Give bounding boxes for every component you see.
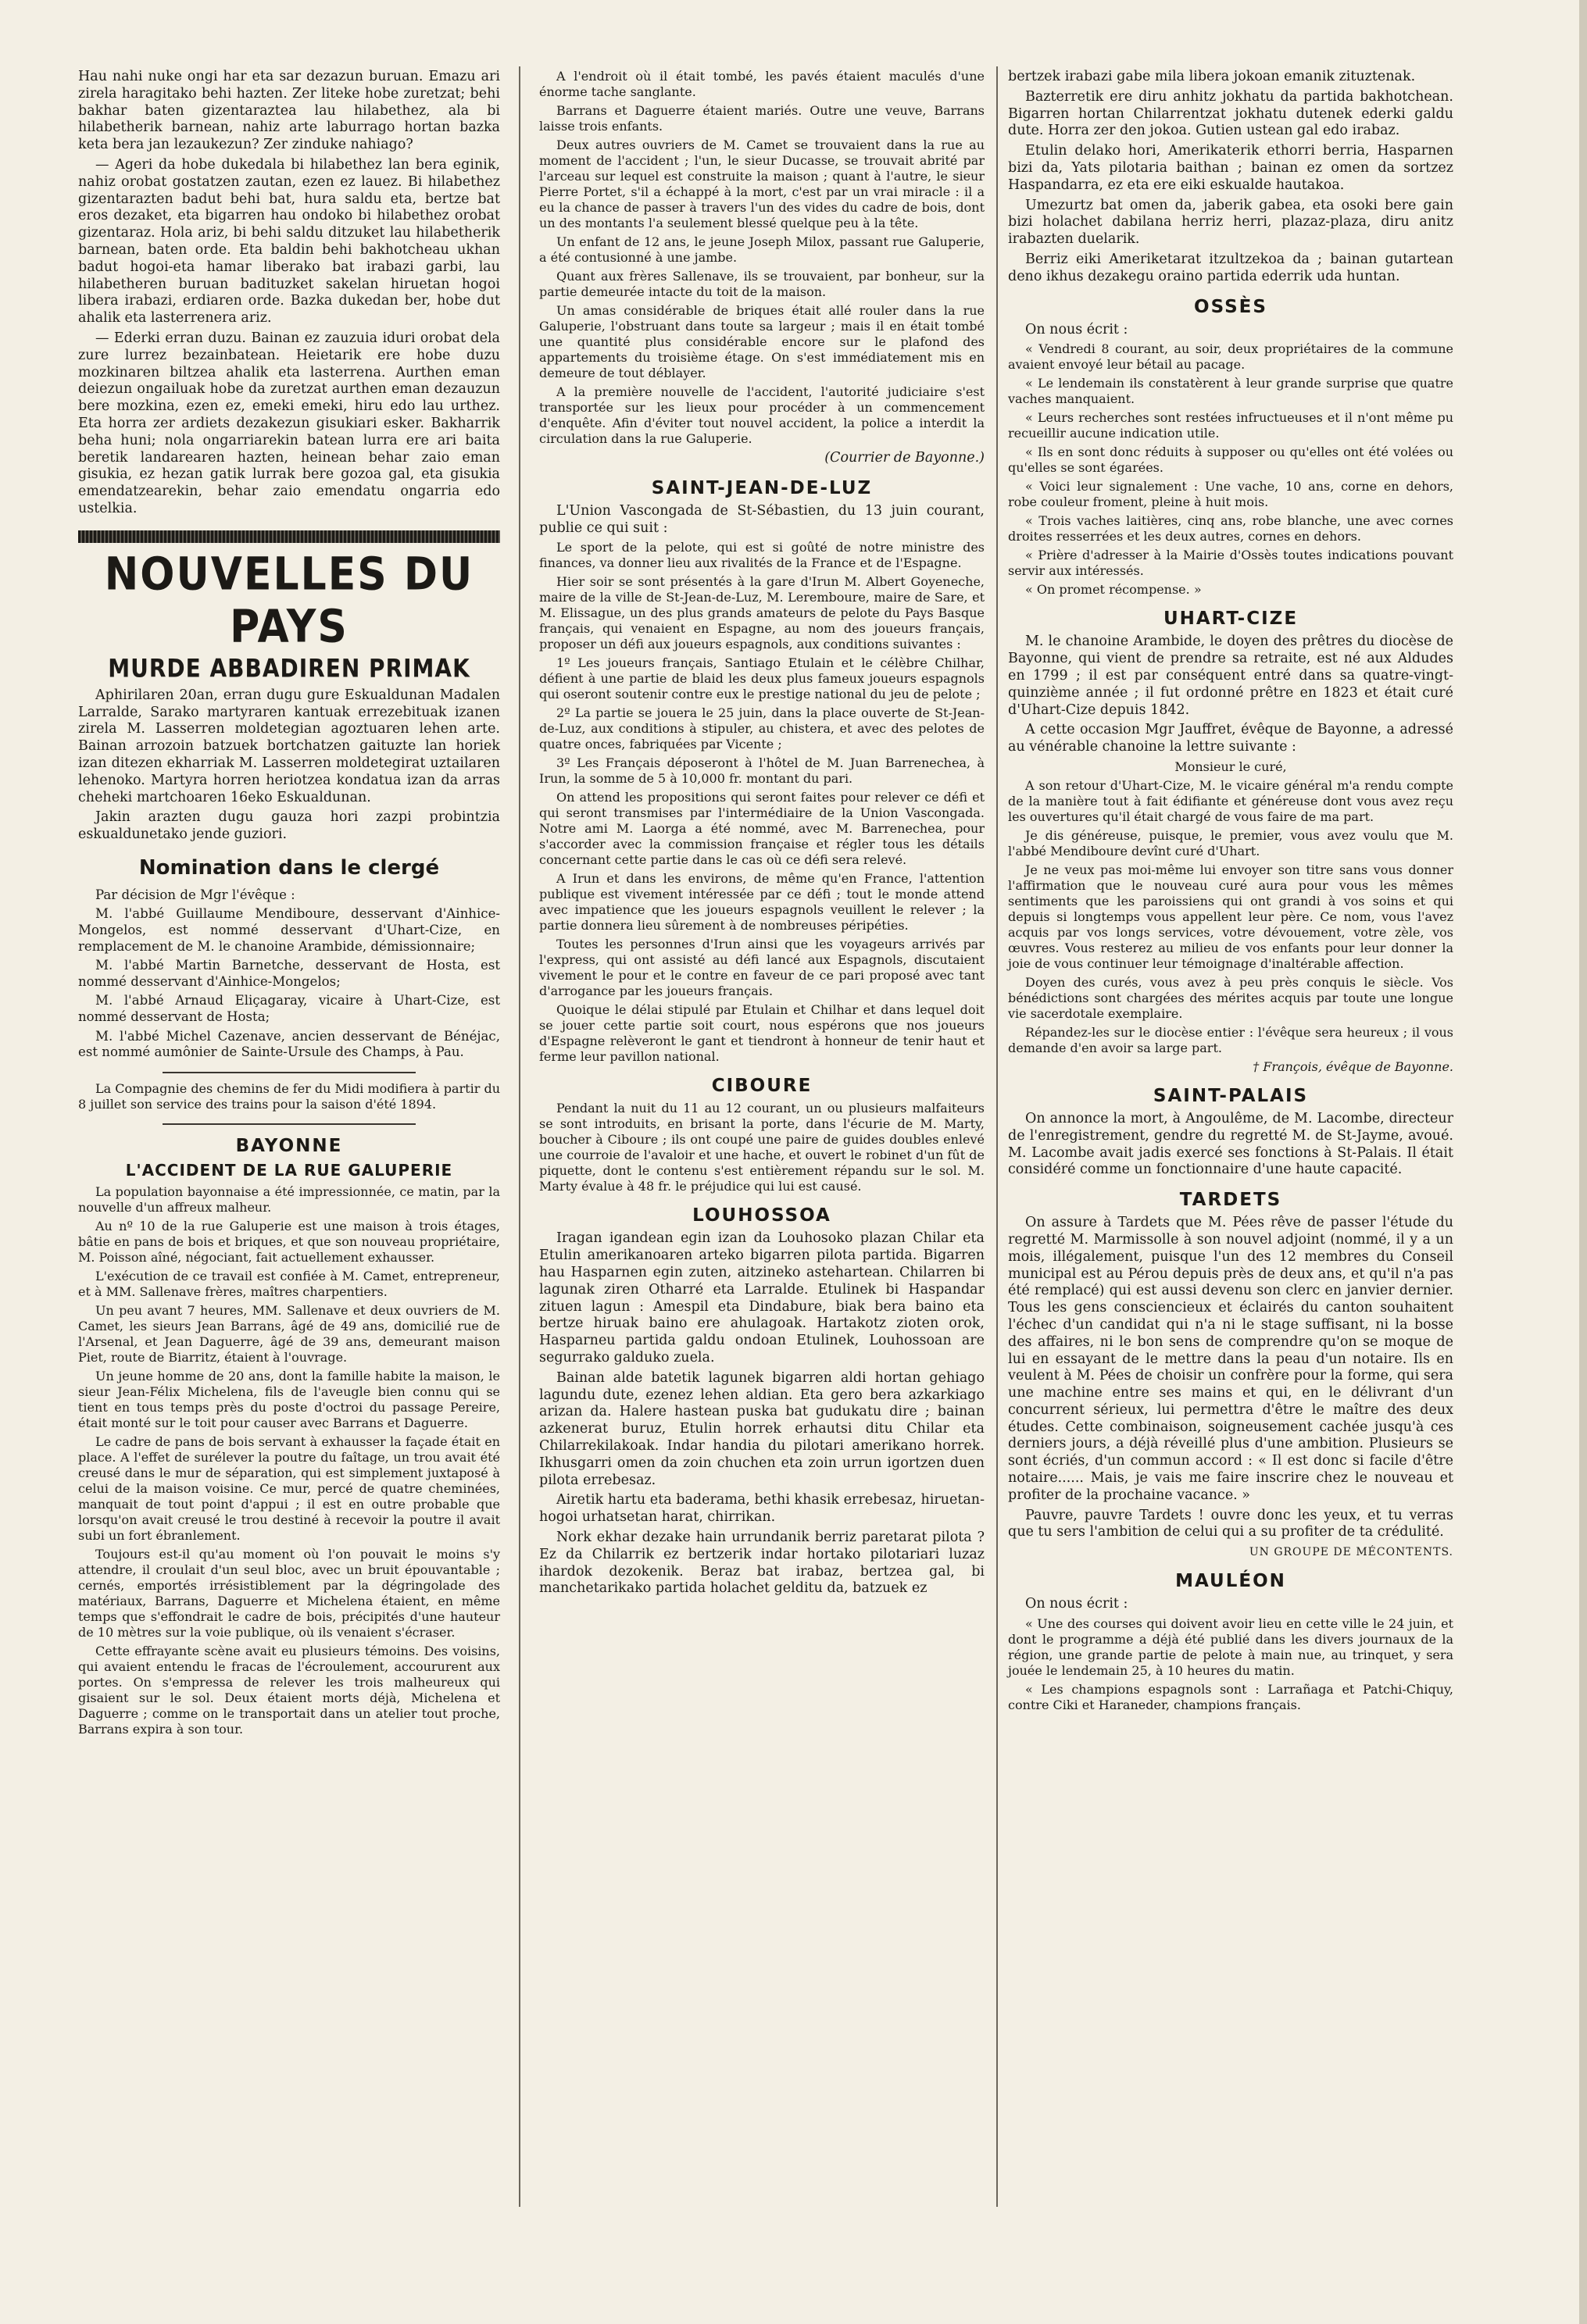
quote-paragraph: Le sport de la pelote, qui est si goûté de notre ministre des finances, va donner lieu aux rivalités de la France et de l'Espagne.	[539, 540, 985, 571]
article-paragraph: Au nº 10 de la rue Galuperie est une maison à trois étages, bâtie en pans de bois et briques, et que son nouveau propriétaire, M. Poisson aîné, négociant, fait actuellement exhausser.	[78, 1218, 500, 1265]
article-paragraph: Bazterretik ere diru anhitz jokhatu da partida bakhotchean. Bigarren hortan Chilarrentzat jokhatu dutenek ederki galdu dute. Horra zer den jokoa. Gutien ustean gal edo irabaz.	[1008, 88, 1453, 139]
town-heading: TARDETS	[1179, 1190, 1282, 1211]
article-paragraph: Un peu avant 7 heures, MM. Sallenave et deux ouvriers de M. Camet, les sieurs Jean Barrans, âgé de 49 ans, domicilié rue de l'Arsenal, et Jean Daguerre, âgé de 39 ans, demeurant maison Piet, route de Biarritz, étaient à l'ouvrage.	[78, 1302, 500, 1365]
article-paragraph: On nous écrit :	[1025, 321, 1128, 337]
letter-paragraph: Répandez-les sur le diocèse entier : l'évêque sera heureux ; il vous demande d'en avoir sa large part.	[1008, 1024, 1453, 1055]
article-paragraph: Cette effrayante scène avait eu plusieurs témoins. Des voisins, qui avaient entendu le fracas de l'écroulement, accoururent aux portes. On s'empressa de relever les trois malheureux qui gisaient sur le sol. Deux étaient morts déjà, Michelena et Daguerre ; comme on le transportait dans un atelier tout proche, Barrans expira à son tour.	[78, 1643, 500, 1737]
town-heading: CIBOURE	[711, 1076, 813, 1097]
quote-paragraph: « Le lendemain ils constatèrent à leur grande surprise que quatre vaches manquaient.	[1008, 376, 1453, 407]
divider	[163, 1123, 416, 1125]
article-paragraph: Un jeune homme de 20 ans, dont la famille habite la maison, le sieur Jean-Félix Michelena, fils de l'aveugle bien connu qui se tient en tous temps près du poste d'octroi du passage Pereire, était monté sur le toit pour causer avec Barrans et Daguerre.	[78, 1368, 500, 1430]
quote-paragraph: 3º Les Français déposeront à l'hôtel de M. Juan Barrenechea, à Irun, la somme de 5 à 10,000 fr. montant du pari.	[539, 755, 985, 787]
quote-paragraph: A Irun et dans les environs, de même qu'en France, l'attention publique est vivement intéressée par ce défi ; tout le monde attend avec impatience que les joueurs espagnols veuillent le relever ; la partie donnera lieu sûrement à de nombreuses péripéties.	[539, 871, 985, 934]
quote-paragraph: « Voici leur signalement : Une vache, 10 ans, corne en dehors, robe couleur froment, pleine à huit mois.	[1008, 479, 1453, 510]
town-heading: BAYONNE	[235, 1135, 343, 1156]
divider	[163, 1072, 416, 1073]
article-paragraph: On annonce la mort, à Angoulême, de M. Lacombe, directeur de l'enregistrement, gendre du regretté M. de St-Jayme, avoué. M. Lacombe avait jadis exercé ses fonctions à St-Palais. Il était considéré comme un fonctionnaire d'une haute capacité.	[1008, 1110, 1453, 1178]
notice-paragraph: La Compagnie des chemins de fer du Midi modifiera à partir du 8 juillet son service des trains pour la saison d'été 1894.	[78, 1080, 500, 1112]
section-divider	[78, 530, 500, 543]
article-paragraph: M. l'abbé Michel Cazenave, ancien desservant de Bénéjac, est nommé aumônier de Sainte-Ursule des Champs, à Pau.	[78, 1028, 500, 1060]
article-paragraph: Jakin arazten dugu gauza hori zazpi probintzia eskualdunetako jende guziori.	[78, 809, 500, 843]
quote-paragraph: « Les champions espagnols sont : Larrañaga et Patchi-Chiquy, contre Ciki et Haraneder, champions français.	[1008, 1682, 1453, 1713]
article-paragraph: M. l'abbé Arnaud Eliçagaray, vicaire à Uhart-Cize, est nommé desservant de Hosta;	[78, 993, 500, 1025]
article-paragraph: Hau nahi nuke ongi har eta sar dezazun buruan. Emazu ari zirela haragitako behi hazten. Zer liteke hobe zuretzat; behi bakhar baten gizentaraztea lau hilabethez, ala bi hilabetherik barnean, nahiz arte laburrago hortan bazka keta bera jan lezaukezun? Zer zinduke nahiago?	[78, 69, 500, 153]
column-3	[1008, 69, 1453, 1716]
column-2	[539, 69, 985, 1601]
article-paragraph: Berriz eiki Ameriketarat itzultzekoa da ; bainan gutartean deno ikhus dezakegu oraino partida ederrik uda huntan.	[1008, 251, 1453, 284]
quote-paragraph: « Ils en sont donc réduits à supposer ou qu'elles ont été volées ou qu'elles se sont égarées.	[1008, 444, 1453, 476]
article-paragraph: On nous écrit :	[1025, 1596, 1128, 1612]
article-signature: UN GROUPE DE MÉCONTENTS.	[1249, 1546, 1453, 1559]
quote-paragraph: Toutes les personnes d'Irun ainsi que les voyageurs arrivés par l'express, qui ont assisté au défi lancé aux Espagnols, discutaient vivement le pour et le contre en faveur de ce pari proposé avec tant d'arrogance par les joueurs français.	[539, 937, 985, 999]
article-paragraph: Par décision de Mgr l'évêque :	[95, 887, 295, 902]
article-title: MURDE ABBADIREN PRIMAK	[108, 653, 470, 684]
letter-paragraph: A son retour d'Uhart-Cize, M. le vicaire général m'a rendu compte de la manière tout à fait édifiante et généreuse dont vous avez reçu les ouvertures qu'il était chargé de vous faire de ma part.	[1008, 777, 1453, 824]
article-source: (Courrier de Bayonne.)	[824, 450, 985, 466]
article-paragraph: bertzek irabazi gabe mila libera jokoan emanik zituztenak.	[1008, 69, 1416, 84]
article-paragraph: Aphirilaren 20an, erran dugu gure Eskualdunan Madalen Larralde, Sarako martyraren kantuak errezebituak izanen zirela M. Lasserren moldetegian agoztuaren lehen arte. Bainan arrozoin batzuek bortchatzen gaituzte lan horiek izan ditezen ekharriak M. Lasserren moldetegirat uztailaren lehenoko. Martyra horren heriotzea kondatua izan da arras cheheki martchoaren 16eko Eskualdunan.	[78, 687, 500, 805]
article-paragraph: Toujours est-il qu'au moment où l'on pouvait le moins s'y attendre, il croulait d'un seul bloc, avec un bruit épouvantable ; cernés, emportés irrésistiblement par la dégringolade des matériaux, Barrans, Daguerre et Michelena étaient, en même temps que s'effondrait le cadre de bois, précipités d'une hauteur de 10 mètres sur la voie publique, où ils venaient s'écraser.	[78, 1546, 500, 1640]
article-title: L'ACCIDENT DE LA RUE GALUPERIE	[125, 1160, 453, 1180]
column-1	[78, 69, 500, 1740]
article-paragraph: Barrans et Daguerre étaient mariés. Outre une veuve, Barrans laisse trois enfants.	[539, 103, 985, 134]
quote-paragraph: « Prière d'adresser à la Mairie d'Ossès toutes indications pouvant servir aux intéressés.	[1008, 548, 1453, 579]
basque-agriculture-article	[78, 69, 500, 518]
letter-paragraph: Je dis généreuse, puisque, le premier, vous avez voulu que M. l'abbé Mendiboure devînt curé d'Uhart.	[1008, 827, 1453, 859]
article-paragraph: A cette occasion Mgr Jauffret, évêque de Bayonne, a adressé au vénérable chanoine la lettre suivante :	[1008, 722, 1453, 755]
column-divider	[519, 66, 520, 2207]
quote-paragraph: 2º La partie se jouera le 25 juin, dans la place ouverte de St-Jean-de-Luz, aux conditions à stipuler, au chistera, et avec des pelotes de quatre onces, fabriquées par Vicente ;	[539, 705, 985, 752]
town-heading: UHART-CIZE	[1163, 609, 1299, 630]
article-paragraph: A l'endroit où il était tombé, les pavés étaient maculés d'une énorme tache sanglante.	[539, 69, 985, 99]
letter-paragraph: Je ne veux pas moi-même lui envoyer son titre sans vous donner l'affirmation que le nouveau curé aura pour vous les mêmes sentiments que les paroissiens qui ont grandi à vos soins et qui depuis si longtemps vous appellent leur père. Ce nom, vous l'avez acquis par vos longs services, votre dévouement, votre zèle, vos œuvres. Vous resterez au milieu de vos enfants pour leur donner la joie de vous continuer leur témoignage d'inaltérable affection.	[1008, 862, 1453, 971]
article-paragraph: Airetik hartu eta baderama, bethi khasik errebesaz, hiruetan-hogoi urhatsetan harat, chirrikan.	[539, 1492, 985, 1526]
article-title: Nomination dans le clergé	[138, 855, 440, 880]
article-paragraph: Pendant la nuit du 11 au 12 courant, un ou plusieurs malfaiteurs se sont introduits, en brisant la porte, dans l'écurie de M. Marty, boucher à Ciboure ; ils ont coupé une paire de guides doubles enlevé une courroie de l'avaloir et une hache, et ouvert le robinet d'un fût de piquette, dont le contenu s'est entièrement répandu sur le sol. M. Marty évalue à 48 fr. le préjudice qui lui est causé.	[539, 1101, 985, 1194]
quote-paragraph: Hier soir se sont présentés à la gare d'Irun M. Albert Goyeneche, maire de la ville de St-Jean-de-Luz, M. Leremboure, maire de Sare, et M. Elissague, un des plus grands amateurs de pelote du Pays Basque français, qui venaient en Espagne, au nom des joueurs français, proposer un défi aux joueurs espagnols, aux conditions suivantes :	[539, 574, 985, 652]
column-divider	[996, 66, 998, 2207]
article-paragraph: Etulin delako hori, Amerikaterik ethorri berria, Hasparnen bizi da, Yats pilotaria baithan ; bainan ez omen da sortzez Haspandarra, ez eta ere eiki eskualde hautakoa.	[1008, 143, 1453, 193]
article-paragraph: Deux autres ouvriers de M. Camet se trouvaient dans la rue au moment de l'accident ; l'un, le sieur Ducasse, se trouvait abrité par l'arceau sur lequel est construite la maison ; quant à l'autre, le sieur Pierre Portet, s'il a échappé à la mort, c'est par un vrai miracle : il a eu la chance de passer à travers l'un des vides du cadre de bois, dont un des montants l'a seulement blessé quelque peu à la tête.	[539, 137, 985, 230]
article-paragraph: Quant aux frères Sallenave, ils se trouvaient, par bonheur, sur la partie demeurée intacte du toit de la maison.	[539, 269, 985, 299]
article-paragraph: M. le chanoine Arambide, le doyen des prêtres du diocèse de Bayonne, qui vient de prendre sa retraite, est né aux Aldudes en 1799 ; il est par conséquent entré dans sa quatre-vingt-quinzième année ; il fut ordonné prêtre en 1823 et était curé d'Uhart-Cize depuis 1842.	[1008, 634, 1453, 718]
page-edge	[1579, 0, 1587, 2324]
town-heading: LOUHOSSOA	[692, 1205, 831, 1226]
article-paragraph: L'exécution de ce travail est confiée à M. Camet, entrepreneur, et à MM. Sallenave frères, maîtres charpentiers.	[78, 1268, 500, 1299]
town-heading: OSSÈS	[1194, 296, 1267, 317]
section-title: NOUVELLES DU PAYS	[104, 548, 474, 653]
article-paragraph: Nork ekhar dezake hain urrundanik berriz paretarat pilota ? Ez da Chilarrik ez bertzerik indar hortako pilotariari luzaz ihardok dezokenik. Beraz bat irabaz, bertzea gal, bi manchetarikako partida holachet gelditu da, batzuek ez	[539, 1529, 985, 1597]
article-paragraph: La population bayonnaise a été impressionnée, ce matin, par la nouvelle d'un affreux malheur.	[78, 1183, 500, 1215]
article-paragraph: — Ageri da hobe dukedala bi hilabethez lan bera eginik, nahiz orobat gostatzen zautan, ezen ez lauez. Bi hilabethez gizentarazten badut behi bat, hura saldu eta, bertze bat eros dezaket, eta bigarren hau ondoko bi hilabethez orobat gizentaraz. Hola ariz, bi behi saldu ditzuket lau hilabetherik barnean, baten orde. Eta baldin behi bakhotcheau ukhan badut hogoi-eta hamar liberako bat irabazi garbi, lau hilabetheren buruan badituzket sakelan hiruetan hogoi libera irabazi, erdiaren orde. Bazka dukedan ber, hobe dut ahalik eta lasterrenera ariz.	[78, 156, 500, 327]
town-heading: SAINT-PALAIS	[1153, 1085, 1309, 1106]
article-paragraph: Bainan alde batetik lagunek bigarren aldi hortan gehiago lagundu dute, ezenez lehen aldian. Eta gero bera azkarkiago arizan da. Halere hastean puska bat gudukatu dire ; bainan azkenerat buruz, Etulin horrek erhautsi ditu Chilar eta Chilarrekilakoak. Indar handia du pilotari amerikano horrek. Ikhusgarri omen da zoin chuchen eta zoin urrun igortzen duen pilota errebesaz.	[539, 1369, 985, 1488]
article-paragraph: A la première nouvelle de l'accident, l'autorité judiciaire s'est transportée sur les lieux pour procéder à un commencement d'enquête. Afin d'éviter tout nouvel accident, la police a interdit la circulation dans la rue Galuperie.	[539, 384, 985, 446]
article-paragraph: Umezurtz bat omen da, jaberik gabea, eta osoki bere gain bizi holachet dabilana herriz herri, plazaz-plaza, diru anitz irabazten duelarik.	[1008, 197, 1453, 248]
article-paragraph: — Ederki erran duzu. Bainan ez zauzuia iduri orobat dela zure lurrez bezainbatean. Heietarik ere hobe duzu mozkinaren biltzea ahalik eta lasterrena. Aurthen eman deiezun ongailuak hobe da zuretzat aurthen eman dezauzun bere mozkina, ezen ez, emeki emeki, hiru edo lau urthez. Eta horra zer ardiets dezakezun gisukiari esker. Bakharrik beha huni; nola ongarriarekin batean lurra ere ari baita beretik landarearen hazten, heinean behar zaio eman gisukia, ez hezan gatik lurrak bere gozoa gal, eta gisukia emendatzearekin, behar zaio emendatu ongarria edo ustelkia.	[78, 330, 500, 516]
town-heading: SAINT-JEAN-DE-LUZ	[651, 477, 873, 498]
letter-signature: † François, évêque de Bayonne.	[1253, 1058, 1453, 1074]
letter-salutation: Monsieur le curé,	[1174, 759, 1287, 774]
article-paragraph: Un enfant de 12 ans, le jeune Joseph Milox, passant rue Galuperie, a été contusionné à une jambe.	[539, 234, 985, 265]
quote-paragraph: « Vendredi 8 courant, au soir, deux propriétaires de la commune avaient envoyé leur bétail au pacage.	[1008, 341, 1453, 373]
article-paragraph: Iragan igandean egin izan da Louhosoko plazan Chilar eta Etulin amerikanoaren arteko bigarren pilota partida. Bigarren hau Hasparnen egin zuten, aitzineko astehartean. Chilarren bi lagunak ziren Otharré eta Larralde. Etulinek bi Haspandar zituen lagun : Amespil eta Dindabure, biak bera baino eta bertze hiruak baino ere ahulagoak. Hartakotz zioten orok, Hasparneu partida galdu ondoan Etulinek, Louhossoan are segurrako galduko zuela.	[539, 1230, 985, 1365]
letter-paragraph: Doyen des curés, vous avez à peu près conquis le siècle. Vos bénédictions sont chargées des mérites acquis par toute une longue vie sacerdotale exemplaire.	[1008, 974, 1453, 1021]
quote-paragraph: « Leurs recherches sont restées infructueuses et il n'ont même pu recueillir aucune indication utile.	[1008, 410, 1453, 441]
article-paragraph: L'Union Vascongada de St-Sébastien, du 13 juin courant, publie ce qui suit :	[539, 502, 985, 536]
article-paragraph: On assure à Tardets que M. Pées rêve de passer l'étude du regretté M. Marmissolle à son nouvel adjoint (nommé, il y a un mois, illégalement, puisque l'un des 12 membres du Conseil municipal est au Pérou depuis près de deux ans, et qu'il n'a pas été remplacé) qui est aussi devenu son clerc en janvier dernier. Tous les gens consciencieux et éclairés du canton souhaitent l'échec d'un candidat qui n'a ni le stage suffisant, ni la bosse des affaires, ni le bon sens de comprendre qu'on se moque de lui en essayant de le mettre dans la peau d'un notaire. Ils en veulent à M. Pées de choisir un confrère pour la forme, qui sera une machine entre ses mains et qui, en le délivrant d'un concurrent sérieux, lui permettra d'être le maître des deux études. Cette combinaison, soigneusement cachée jusqu'à ces derniers jours, a déjà réveillé plus d'une ambition. Plusieurs se sont écriés, d'un commun accord : « Il est donc si facile d'être notaire...... Mais, je vais me faire inscrire chez le nouveau et profiter de la prochaine vacance. »	[1008, 1215, 1453, 1503]
article-paragraph: Pauvre, pauvre Tardets ! ouvre donc les yeux, et tu verras que tu sers l'ambition de celui qui a su profiter de ta crédulité.	[1008, 1507, 1453, 1540]
quote-paragraph: Quoique le délai stipulé par Etulain et Chilhar et dans lequel doit se jouer cette partie soit court, nous espérons que nos joueurs d'Espagne relèveront le gant et tiendront à honneur de tenir haut et ferme leur pavillon national.	[539, 1002, 985, 1065]
article-paragraph: Le cadre de pans de bois servant à exhausser la façade était en place. A l'effet de surélever la poutre du faîtage, un trou avait été creusé dans le mur de séparation, qui est simplement juxtaposé à celui de la maison voisine. Ce mur, percé de quatre cheminées, manquait de tout point d'appui ; il est en outre probable que lorsqu'on avait creusé le trou destiné à recevoir la poutre il avait subi un fort ébranlement.	[78, 1433, 500, 1543]
quote-paragraph: « Trois vaches laitières, cinq ans, robe blanche, une avec cornes droites resserrées et les deux autres, cornes en dehors.	[1008, 513, 1453, 544]
town-heading: MAULÉON	[1175, 1571, 1286, 1592]
article-paragraph: M. l'abbé Martin Barnetche, desservant de Hosta, est nommé desservant d'Ainhice-Mongelos;	[78, 958, 500, 989]
article-paragraph: M. l'abbé Guillaume Mendiboure, desservant d'Ainhice-Mongelos, est nommé desservant d'Uhart-Cize, en remplacement de M. le chanoine Arambide, démissionnaire;	[78, 906, 500, 954]
quote-paragraph: « Une des courses qui doivent avoir lieu en cette ville le 24 juin, et dont le programme a déjà été publié dans les divers journaux de la région, une grande partie de pelote à main nue, au trinquet, y sera jouée le lendemain 25, à 10 heures du matin.	[1008, 1616, 1453, 1679]
quote-paragraph: « On promet récompense. »	[1025, 582, 1202, 598]
quote-paragraph: 1º Les joueurs français, Santiago Etulain et le célèbre Chilhar, défient à une partie de blaid les deux plus fameux joueurs espagnols qui oseront soutenir contre eux le prestige national du jeu de pelote ;	[539, 655, 985, 702]
article-paragraph: Un amas considérable de briques était allé rouler dans la rue Galuperie, l'obstruant dans toute sa largeur ; mais il en était tombé une quantité plus considérable encore sur le plafond des appartements du troisième étage. On s'est immédiatement mis en demeure de tout déblayer.	[539, 303, 985, 380]
quote-paragraph: On attend les propositions qui seront faites pour relever ce défi et qui seront transmises par l'intermédiaire de la Union Vascongada. Notre ami M. Laorga a été nommé, avec M. Barrenechea, pour s'accorder avec la commission française et régler tous les détails concernant cette partie dans le cas où ce défi sera relevé.	[539, 790, 985, 868]
